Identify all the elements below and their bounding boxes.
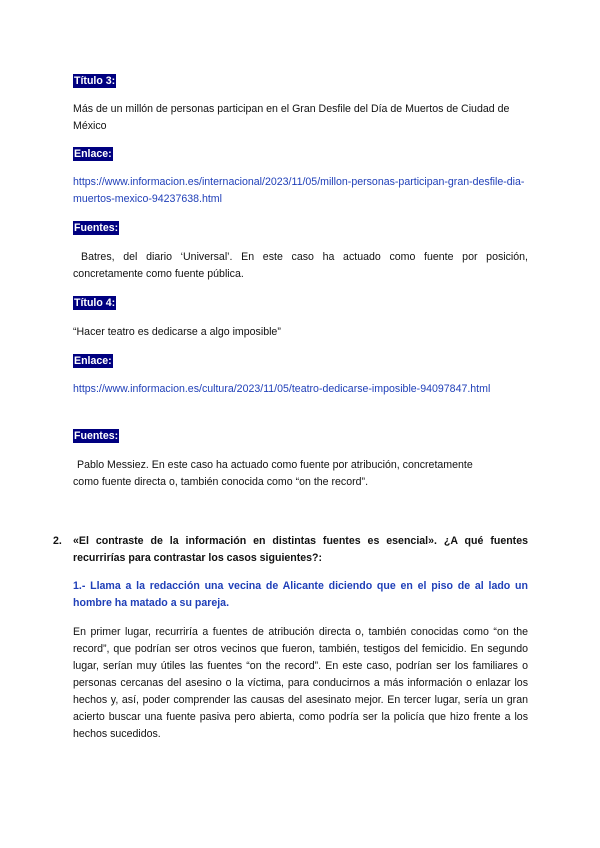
question2-number: 2. — [53, 535, 62, 547]
entry4-link[interactable]: https://www.informacion.es/cultura/2023/11/05/teatro-dedicarse-imposible-94097847.html — [73, 383, 491, 395]
entry4-title-text: “Hacer teatro es dedicarse a algo imposible” — [73, 326, 281, 338]
entry3-sources-label-row — [73, 220, 528, 237]
entry4-sources-label: Fuentes: — [74, 430, 119, 442]
entry3-title-label-row — [73, 73, 528, 90]
entry4-title-label: Título 4: — [74, 297, 116, 309]
entry4-link-label: Enlace: — [74, 355, 112, 367]
entry3-link-label: Enlace: — [74, 148, 112, 160]
entry3-link[interactable]: https://www.informacion.es/internacional/2023/11/05/millon-personas-participan-gran-desfile-dia-muertos-mexico-94237638.html — [73, 176, 525, 205]
entry4-link-label-row — [73, 353, 528, 370]
question2-text: «El contraste de la información en distintas fuentes es esencial». ¿A qué fuentes recurrirías para contrastar los casos siguientes?: — [73, 535, 528, 564]
entry3-title-label: Título 3: — [74, 75, 116, 87]
entry3-title-text: Más de un millón de personas participan en el Gran Desfile del Día de Muertos de Ciudad de México — [73, 103, 510, 132]
question2-answer: En primer lugar, recurriría a fuentes de atribución directa o, también conocidas como “on the record”, que podrían ser otros vecinos que fueron, también, testigos del femicidio. En segundo lugar, serían muy útiles las fuentes “on the record”. En este caso, podrían ser los familiares o personas cercanas del asesino o la víctima, para conducirnos a más información o enlazar los hechos y, así, poder comprender las causas del asesinato mejor. En tercer lugar, sería un gran acierto buscar una fuente pasiva pero abierta, como podría ser la policía que hizo frente a los hechos sucedidos. — [73, 626, 528, 740]
question2-case1: 1.- Llama a la redacción una vecina de Alicante diciendo que en el piso de al lado un hombre ha matado a su pareja. — [73, 580, 528, 609]
entry4-title-label-row — [73, 295, 528, 312]
entry4-sources-label-row — [73, 428, 528, 445]
entry3-sources-text: Batres, del diario ‘Universal’. En este caso ha actuado como fuente por posición, concretamente como fuente pública. — [73, 251, 528, 280]
entry3-link-label-row — [73, 146, 528, 163]
entry3-sources-label: Fuentes: — [74, 222, 119, 234]
entry4-sources-text: Pablo Messiez. En este caso ha actuado como fuente por atribución, concretamente como fuente directa o, también conocida como “on the record”. — [73, 459, 473, 488]
